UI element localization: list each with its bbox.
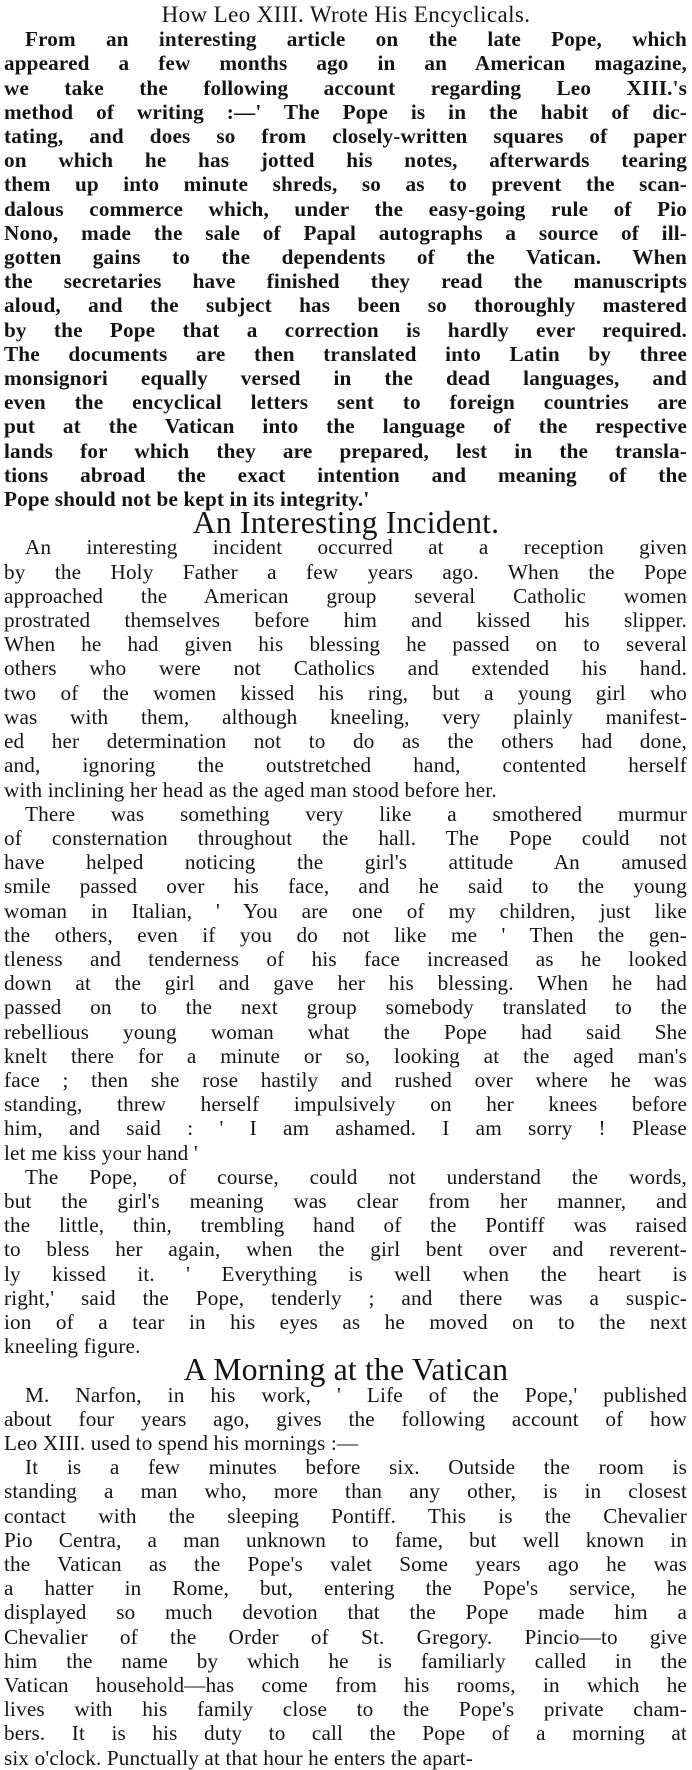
text-line: Pio Centra, a man unknown to fame, but well known in: [4, 1527, 687, 1552]
section-heading: An Interesting Incident.: [192, 505, 500, 541]
text-line: to bless her again, when the girl bent over and reverent-: [4, 1237, 687, 1262]
text-line: ly kissed it. ' Everything is well when the heart is: [4, 1261, 687, 1286]
text-line: When he had given his blessing he passed on to several: [4, 632, 687, 657]
text-line: smile passed over his face, and he said to the young: [4, 874, 687, 899]
text-line: was with them, although kneeling, very plainly manifest-: [4, 704, 687, 729]
paragraph: [1, 27, 691, 511]
text-line: aloud, and the subject has been so thoroughly mastered: [4, 293, 687, 318]
text-line: tating, and does so from closely-written squares of paper: [4, 124, 687, 149]
paragraph: [1, 535, 691, 801]
text-line: dalous commerce which, under the easy-going rule of Pio: [4, 196, 687, 221]
text-line: the Vatican as the Pope's valet Some years ago he was: [4, 1552, 687, 1576]
text-line: The documents are then translated into Latin by three: [4, 341, 687, 366]
text-line: him, and said : ' I am ashamed. I am sorry ! Please: [4, 1116, 687, 1141]
text-line: the little, thin, trembling hand of the Pontiff was raised: [4, 1213, 687, 1238]
text-line: down at the girl and gave her his blessing. When he had: [4, 971, 687, 996]
text-line: lands for which they are prepared, lest in the transla-: [4, 438, 687, 463]
text-line: displayed so much devotion that the Pope made him a: [4, 1600, 687, 1625]
text-line: ed her determination not to do as the others had done,: [4, 729, 687, 754]
text-line: Nono, made the sale of Papal autographs a source of ill-: [4, 220, 687, 245]
article-column: [1, 3, 691, 1770]
text-line: tleness and tenderness of his face increased as he looked: [4, 946, 687, 971]
text-line: and, ignoring the outstretched hand, contented herself: [4, 753, 687, 778]
text-line: monsignori equally versed in the dead languages, and: [4, 366, 687, 391]
text-line: standing a man who, more than any other, is in closest: [4, 1479, 687, 1504]
text-line: method of writing :—' The Pope is in the habit of dic-: [4, 99, 687, 124]
text-line: tions abroad the exact intention and meaning of the: [4, 462, 687, 487]
text-line: a hatter in Rome, but, entering the Pope's service, he: [4, 1576, 687, 1601]
paragraph: [1, 1165, 691, 1359]
text-line: passed on to the next group somebody translated to the: [4, 995, 687, 1020]
text-line: by the Pope that a correction is hardly ever required.: [4, 317, 687, 342]
text-line: prostrated themselves before him and kissed his slipper.: [4, 608, 687, 633]
text-line: woman in Italian, ' You are one of my children, just like: [4, 898, 687, 923]
text-line: There was something very like a smothered murmur: [25, 801, 687, 826]
text-line: face ; then she rose hastily and rushed over where he was: [4, 1067, 687, 1092]
text-line: standing, threw herself impulsively on her knees before: [4, 1092, 687, 1117]
text-line: two of the women kissed his ring, but a young girl who: [4, 680, 687, 705]
text-line: appeared a few months ago in an American magazine,: [4, 51, 687, 76]
text-line: The Pope, of course, could not understand the words,: [25, 1164, 687, 1189]
text-line: of consternation throughout the hall. The Pope could not: [4, 825, 687, 850]
text-line: the secretaries have finished they read the manuscripts: [4, 269, 687, 294]
article-title: How Leo XIII. Wrote His Encyclicals.: [161, 2, 531, 27]
text-line: kneeling figure.: [4, 1334, 141, 1359]
text-line: lives with his family close to the Pope's private cham-: [4, 1697, 687, 1722]
text-line: on which he has jotted his notes, afterwards tearing: [4, 148, 687, 173]
text-line: about four years ago, gives the following account of how: [4, 1406, 687, 1431]
text-line: Leo XIII. used to spend his mornings :—: [4, 1430, 359, 1455]
text-line: Chevalier of the Order of St. Gregory. Pincio—to give: [4, 1624, 687, 1649]
text-line: with inclining her head as the aged man stood before her.: [4, 777, 497, 802]
section-heading: A Morning at the Vatican: [183, 1352, 509, 1388]
text-line: It is a few minutes before six. Outside the room is: [25, 1455, 687, 1480]
text-line: M. Narfon, in his work, ' Life of the Pope,' published: [25, 1382, 687, 1407]
paragraph: [1, 802, 691, 1165]
text-line: From an interesting article on the late Pope, which: [25, 27, 687, 52]
text-line: by the Holy Father a few years ago. When the Pope: [4, 559, 687, 584]
text-line: him the name by which he is familiarly called in the: [4, 1648, 687, 1673]
text-line: rebellious young woman what the Pope had said She: [4, 1019, 687, 1044]
text-line: ion of a tear in his eyes as he moved on to the next: [4, 1309, 687, 1334]
paragraph: [1, 1383, 691, 1456]
text-line: let me kiss your hand ': [4, 1140, 198, 1165]
text-line: six o'clock. Punctually at that hour he enters the apart-: [4, 1745, 473, 1770]
text-line: knelt there for a minute or so, looking at the aged man's: [4, 1043, 687, 1068]
paragraph: [1, 1455, 691, 1770]
text-line: gotten gains to the dependents of the Vatican. When: [4, 245, 687, 270]
text-line: approached the American group several Catholic women: [4, 583, 687, 608]
text-line: An interesting incident occurred at a reception given: [25, 535, 687, 560]
text-line: even the encyclical letters sent to foreign countries are: [4, 390, 687, 415]
text-line: contact with the sleeping Pontiff. This is the Chevalier: [4, 1503, 687, 1528]
text-line: but the girl's meaning was clear from her manner, and: [4, 1188, 687, 1213]
text-line: right,' said the Pope, tenderly ; and there was a suspic-: [4, 1285, 687, 1310]
text-line: the others, even if you do not like me ' Then the gen-: [4, 922, 687, 947]
text-line: put at the Vatican into the language of the respective: [4, 414, 687, 439]
text-line: Vatican household—has come from his rooms, in which he: [4, 1673, 687, 1698]
text-line: we take the following account regarding Leo XIII.'s: [4, 75, 687, 100]
text-line: Pope should not be kept in its integrity.': [4, 487, 370, 512]
text-line: them up into minute shreds, so as to prevent the scan-: [4, 172, 687, 197]
text-line: bers. It is his duty to call the Pope of a morning at: [4, 1721, 687, 1746]
text-line: have helped noticing the girl's attitude An amused: [4, 850, 687, 875]
text-line: others who were not Catholics and extended his hand.: [4, 656, 687, 681]
